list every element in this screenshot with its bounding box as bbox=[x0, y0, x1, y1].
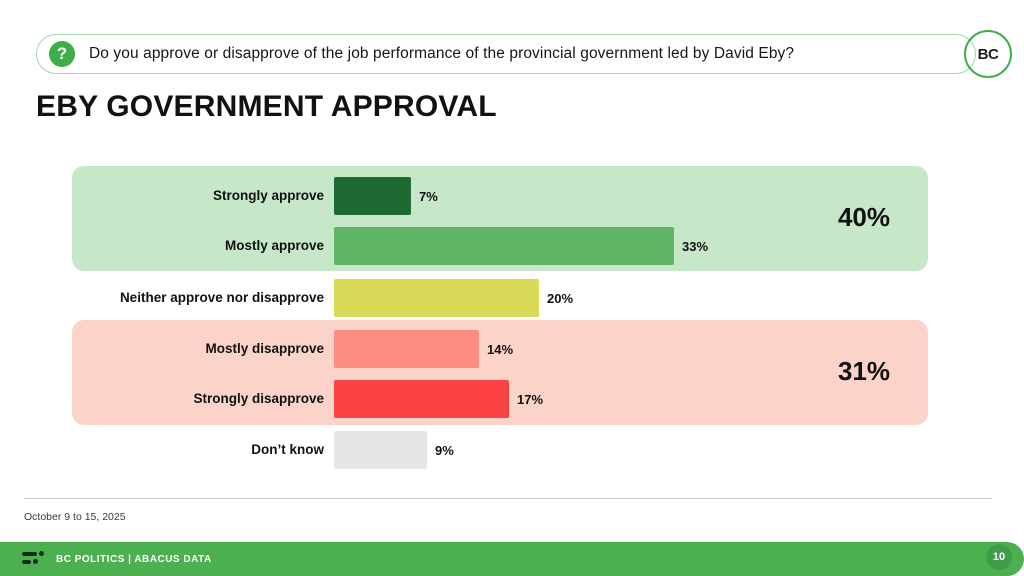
bar-value-label: 33% bbox=[682, 238, 709, 254]
footer-bar bbox=[0, 542, 1024, 576]
bar-row bbox=[72, 174, 928, 218]
bar-category-label: Strongly approve bbox=[212, 188, 324, 204]
bar-strongly-approve bbox=[334, 177, 411, 215]
approval-bar-chart bbox=[72, 166, 928, 478]
bar-category-label: Don’t know bbox=[251, 442, 324, 458]
bar-value-label: 20% bbox=[547, 290, 574, 306]
field-dates-label: October 9 to 15, 2025 bbox=[24, 511, 126, 523]
abacus-logo-icon bbox=[22, 551, 44, 567]
footer-divider bbox=[24, 498, 992, 499]
bc-logo bbox=[964, 30, 1012, 78]
bar-mostly-approve bbox=[334, 227, 674, 265]
bar-row bbox=[72, 428, 928, 472]
bar-mostly-disapprove bbox=[334, 330, 479, 368]
bc-logo-label: BC bbox=[977, 45, 999, 63]
bar-category-label: Strongly disapprove bbox=[193, 391, 324, 407]
bar-value-label: 14% bbox=[487, 341, 514, 357]
question-banner bbox=[36, 34, 976, 74]
bar-value-label: 9% bbox=[435, 442, 454, 458]
bar-row bbox=[72, 327, 928, 371]
bar-category-label: Neither approve nor disapprove bbox=[119, 290, 324, 306]
bar-row bbox=[72, 224, 928, 268]
question-mark-icon: ? bbox=[49, 41, 75, 67]
bar-strongly-disapprove bbox=[334, 380, 509, 418]
bar-value-label: 7% bbox=[419, 188, 438, 204]
page-number-badge: 10 bbox=[986, 544, 1012, 570]
bar-dont-know bbox=[334, 431, 427, 469]
bar-row bbox=[72, 377, 928, 421]
bar-category-label: Mostly disapprove bbox=[205, 341, 324, 357]
bar-neither bbox=[334, 279, 539, 317]
footer-brand-label: BC POLITICS | ABACUS DATA bbox=[56, 553, 212, 565]
bar-row bbox=[72, 276, 928, 320]
approve-total-label: 40% bbox=[837, 202, 890, 232]
bar-value-label: 17% bbox=[517, 391, 544, 407]
disapprove-total-label: 31% bbox=[837, 356, 890, 386]
survey-question-text: Do you approve or disapprove of the job performance of the provincial government led by David Eby? bbox=[89, 45, 795, 62]
page-title: EBY GOVERNMENT APPROVAL bbox=[36, 90, 497, 123]
bar-category-label: Mostly approve bbox=[224, 238, 324, 254]
